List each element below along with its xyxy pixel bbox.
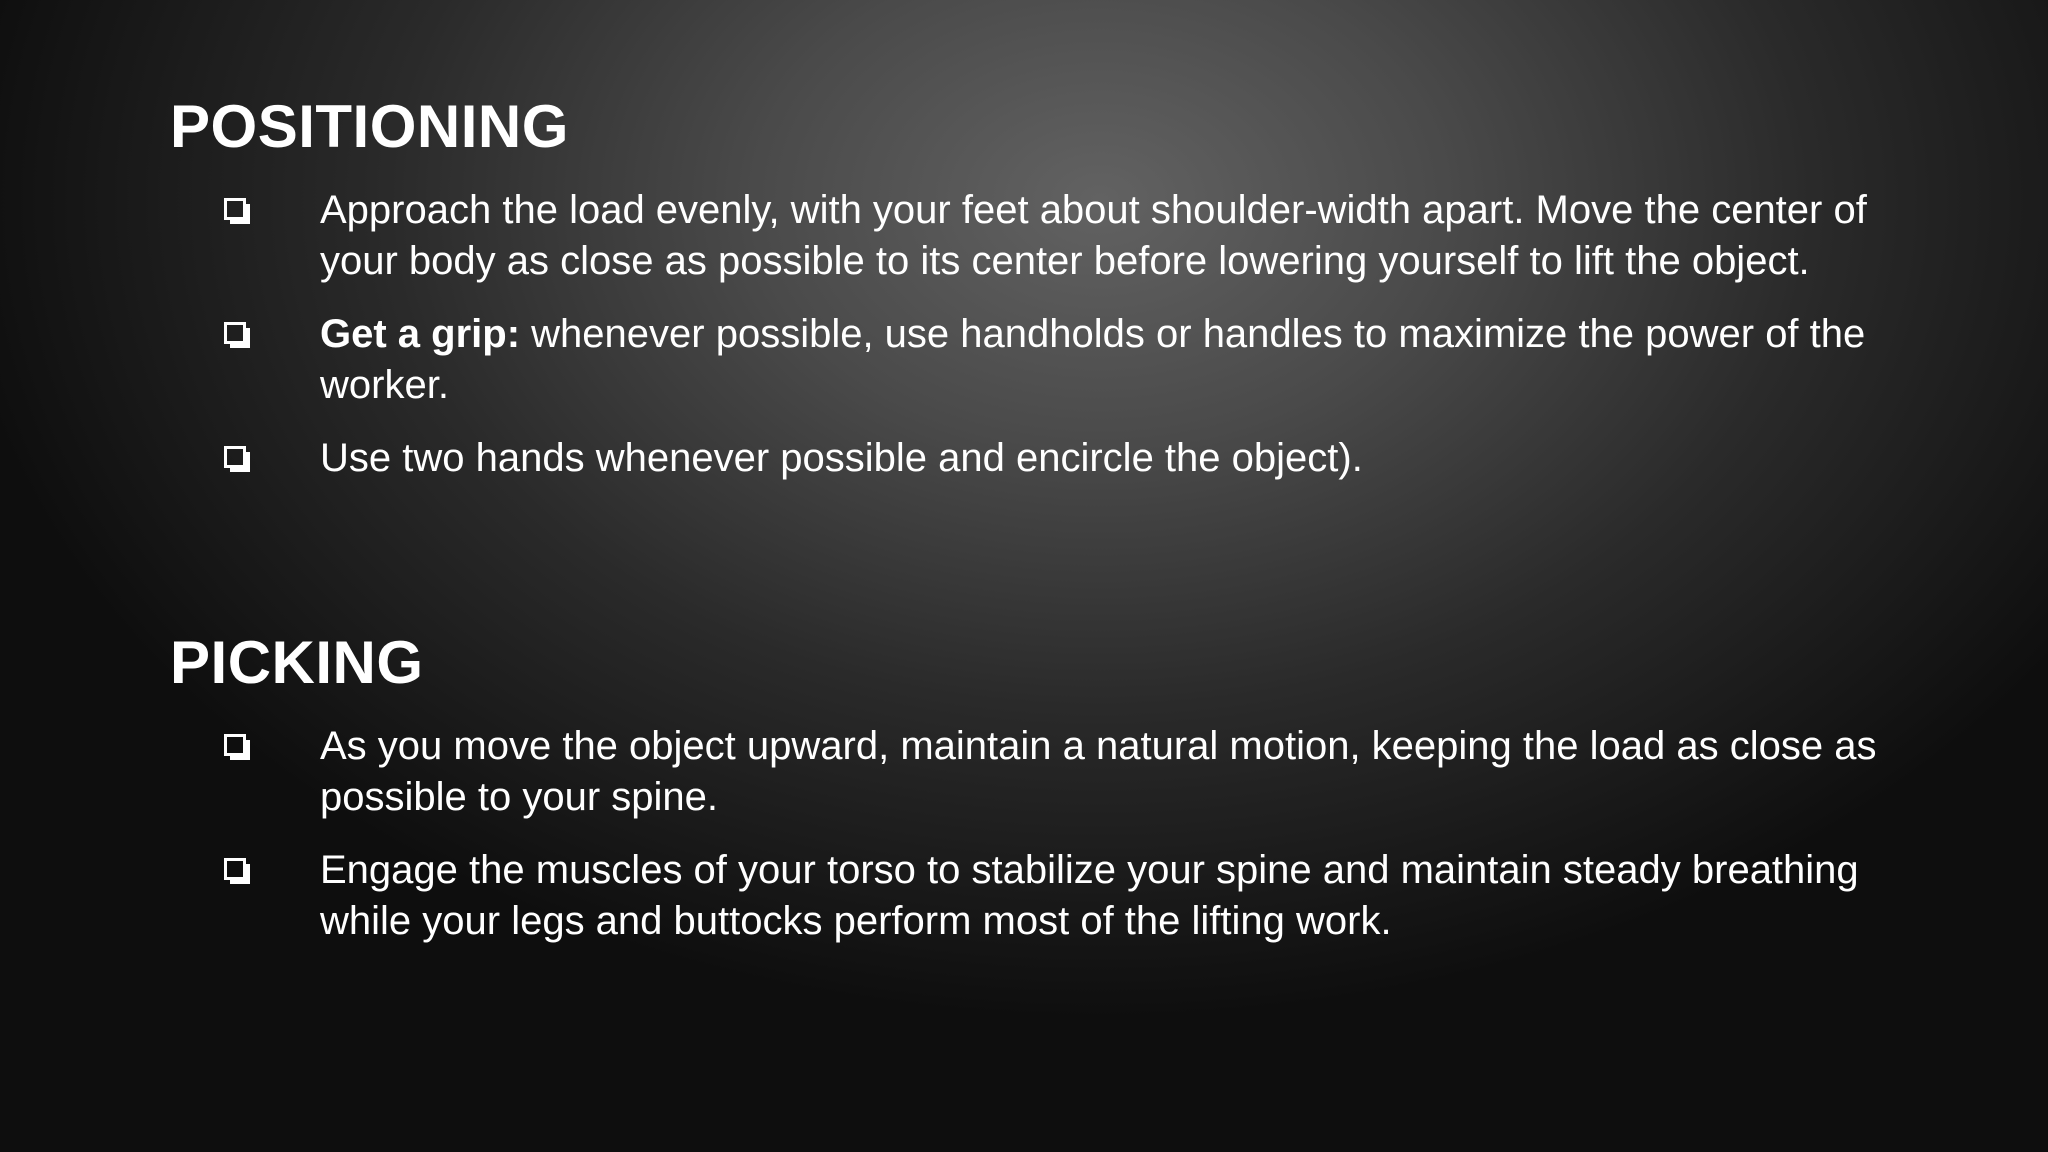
list-item <box>170 845 1890 947</box>
bullet-text: Use two hands whenever possible and encircle the object). <box>320 436 1363 480</box>
bullet-text: Engage the muscles of your torso to stabilize your spine and maintain steady breathing while your legs and buttocks perform most of the lifting work. <box>320 848 1859 943</box>
list-item <box>170 433 1890 484</box>
checkbox-icon <box>224 446 246 468</box>
bullet-text: As you move the object upward, maintain a natural motion, keeping the load as close as possible to your spine. <box>320 724 1877 819</box>
list-item <box>170 185 1890 287</box>
bullet-text: whenever possible, use handholds or handles to maximize the power of the worker. <box>320 312 1866 407</box>
checkbox-icon <box>224 858 246 880</box>
list-item <box>170 309 1890 411</box>
picking-heading: PICKING <box>170 629 424 696</box>
positioning-section <box>170 91 1890 506</box>
picking-section <box>170 627 1890 969</box>
list-item <box>170 721 1890 823</box>
bullet-text: Approach the load evenly, with your feet about shoulder-width apart. Move the center of your body as close as possible to its center before lowering yourself to lift the object. <box>320 188 1867 283</box>
positioning-heading: POSITIONING <box>170 93 569 160</box>
bullet-lead: Get a grip: <box>320 312 521 356</box>
checkbox-icon <box>224 198 246 220</box>
checkbox-icon <box>224 734 246 756</box>
picking-list <box>170 721 1890 947</box>
positioning-list <box>170 185 1890 484</box>
checkbox-icon <box>224 322 246 344</box>
